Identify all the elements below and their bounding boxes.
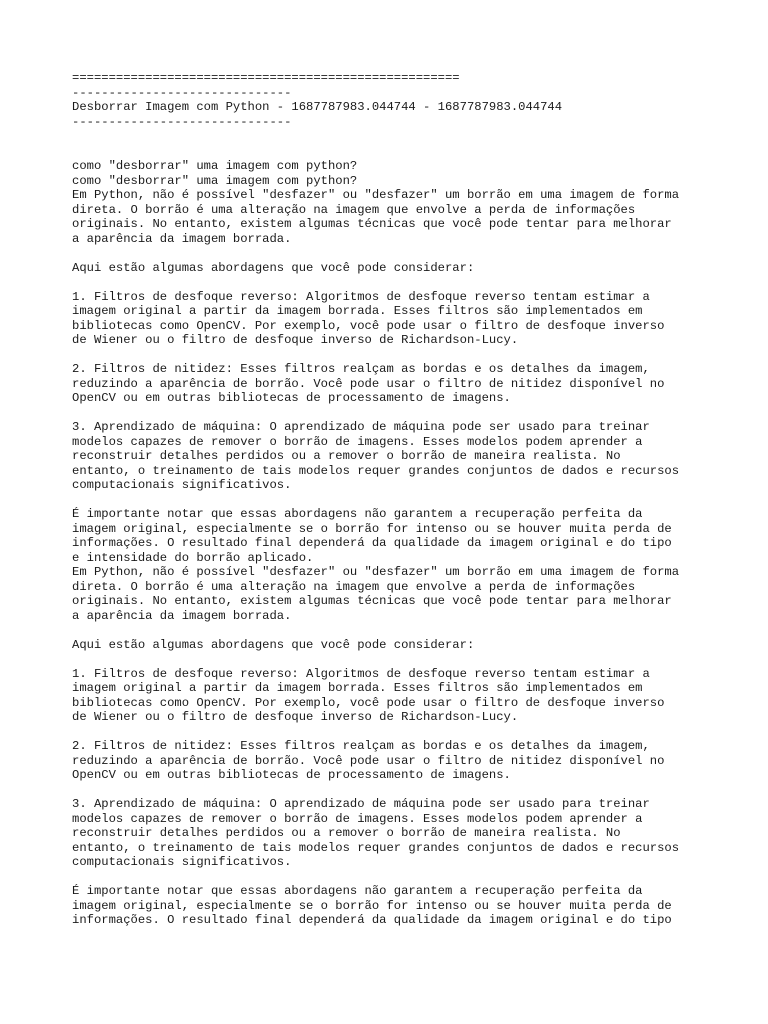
- question-line: como "desborrar" uma imagem com python?: [72, 159, 358, 173]
- text-line: bibliotecas como OpenCV. Por exemplo, você pode usar o filtro de desfoque inverso: [72, 318, 665, 333]
- blank-line: [72, 406, 732, 421]
- list-item: [72, 290, 732, 348]
- text-line: 3. Aprendizado de máquina: O aprendizado de máquina pode ser usado para treinar: [72, 797, 650, 811]
- answer-lead: Aqui estão algumas abordagens que você pode considerar:: [72, 637, 475, 652]
- text-line: direta. O borrão é uma alteração na imagem que envolve a perda de informações: [72, 579, 636, 594]
- header-rule-top: ------------------------------: [72, 85, 292, 100]
- list-item: [72, 362, 732, 406]
- blank-line: [72, 783, 732, 798]
- text-line: imagem original a partir da imagem borrada. Esses filtros são implementados em: [72, 304, 643, 318]
- blank-line: [72, 623, 732, 638]
- list-item: [72, 797, 732, 870]
- blank-line: [72, 725, 732, 740]
- answer-lead: Aqui estão algumas abordagens que você pode considerar:: [72, 260, 475, 275]
- text-line: imagem original, especialmente se o borrão for intenso ou se houver muita perda de: [72, 898, 672, 913]
- text-line: OpenCV ou em outras bibliotecas de processamento de imagens.: [72, 768, 511, 782]
- text-line: de Wiener ou o filtro de desfoque inverso de Richardson-Lucy.: [72, 710, 519, 724]
- text-line: a aparência da imagem borrada.: [72, 608, 292, 623]
- document-page: [72, 71, 732, 928]
- answer-intro: [72, 188, 732, 246]
- text-line: OpenCV ou em outras bibliotecas de processamento de imagens.: [72, 391, 511, 405]
- answer-intro: [72, 565, 732, 623]
- text-line: 2. Filtros de nitidez: Esses filtros realçam as bordas e os detalhes da imagem,: [72, 739, 650, 753]
- text-line: imagem original, especialmente se o borrão for intenso ou se houver muita perda de: [72, 521, 672, 536]
- text-line: bibliotecas como OpenCV. Por exemplo, você pode usar o filtro de desfoque inverso: [72, 695, 665, 710]
- text-line: a aparência da imagem borrada.: [72, 231, 292, 246]
- document-body: [72, 159, 732, 928]
- text-line: entanto, o treinamento de tais modelos requer grandes conjuntos de dados e recursos: [72, 840, 680, 855]
- text-line: entanto, o treinamento de tais modelos requer grandes conjuntos de dados e recursos: [72, 463, 680, 478]
- text-line: reconstruir detalhes perdidos ou a remover o borrão de maneira realista. No: [72, 449, 621, 463]
- text-line: direta. O borrão é uma alteração na imagem que envolve a perda de informações: [72, 202, 636, 217]
- blank-line: [72, 246, 732, 261]
- question-line: como "desborrar" uma imagem com python?: [72, 173, 358, 188]
- list-item: [72, 739, 732, 783]
- header-rule-bottom: ------------------------------: [72, 114, 292, 129]
- text-line: 3. Aprendizado de máquina: O aprendizado de máquina pode ser usado para treinar: [72, 420, 650, 434]
- document-header: [72, 71, 732, 129]
- text-line: 1. Filtros de desfoque reverso: Algoritmos de desfoque reverso tentam estimar a: [72, 289, 650, 304]
- text-line: reduzindo a aparência de borrão. Você pode usar o filtro de nitidez disponível no: [72, 753, 665, 768]
- header-spacer: [72, 129, 732, 159]
- text-line: reconstruir detalhes perdidos ou a remover o borrão de maneira realista. No: [72, 826, 621, 840]
- text-line: 1. Filtros de desfoque reverso: Algoritmos de desfoque reverso tentam estimar a: [72, 666, 650, 681]
- text-line: 2. Filtros de nitidez: Esses filtros realçam as bordas e os detalhes da imagem,: [72, 362, 650, 376]
- answer-block: [72, 188, 732, 565]
- blank-line: [72, 493, 732, 508]
- blank-line: [72, 348, 732, 363]
- document-title: Desborrar Imagem com Python - 1687787983.044744 - 1687787983.044744: [72, 100, 563, 114]
- text-line: É importante notar que essas abordagens não garantem a recuperação perfeita da: [72, 507, 643, 521]
- text-line: modelos capazes de remover o borrão de imagens. Esses modelos podem aprender a: [72, 434, 643, 449]
- text-line: computacionais significativos.: [72, 478, 292, 492]
- blank-line: [72, 275, 732, 290]
- answer-closing: [72, 507, 732, 565]
- text-line: originais. No entanto, existem algumas técnicas que você pode tentar para melhorar: [72, 594, 672, 608]
- blank-line: [72, 652, 732, 667]
- list-item: [72, 667, 732, 725]
- text-line: de Wiener ou o filtro de desfoque inverso de Richardson-Lucy.: [72, 333, 519, 347]
- text-line: Em Python, não é possível "desfazer" ou "desfazer" um borrão em uma imagem de forma: [72, 565, 680, 579]
- text-line: e intensidade do borrão aplicado.: [72, 550, 314, 565]
- list-item: [72, 420, 732, 493]
- text-line: computacionais significativos.: [72, 855, 292, 869]
- text-line: originais. No entanto, existem algumas técnicas que você pode tentar para melhorar: [72, 217, 672, 231]
- text-line: informações. O resultado final dependerá da qualidade da imagem original e do tipo: [72, 913, 672, 927]
- text-line: modelos capazes de remover o borrão de imagens. Esses modelos podem aprender a: [72, 811, 643, 826]
- text-line: informações. O resultado final dependerá da qualidade da imagem original e do tipo: [72, 536, 672, 550]
- text-line: É importante notar que essas abordagens não garantem a recuperação perfeita da: [72, 884, 643, 898]
- text-line: imagem original a partir da imagem borrada. Esses filtros são implementados em: [72, 681, 643, 695]
- text-line: reduzindo a aparência de borrão. Você pode usar o filtro de nitidez disponível no: [72, 376, 665, 391]
- answer-closing: [72, 884, 732, 928]
- answer-block: [72, 565, 732, 928]
- blank-line: [72, 870, 732, 885]
- text-line: Em Python, não é possível "desfazer" ou "desfazer" um borrão em uma imagem de forma: [72, 188, 680, 202]
- header-rule-double: =====================================================: [72, 71, 460, 85]
